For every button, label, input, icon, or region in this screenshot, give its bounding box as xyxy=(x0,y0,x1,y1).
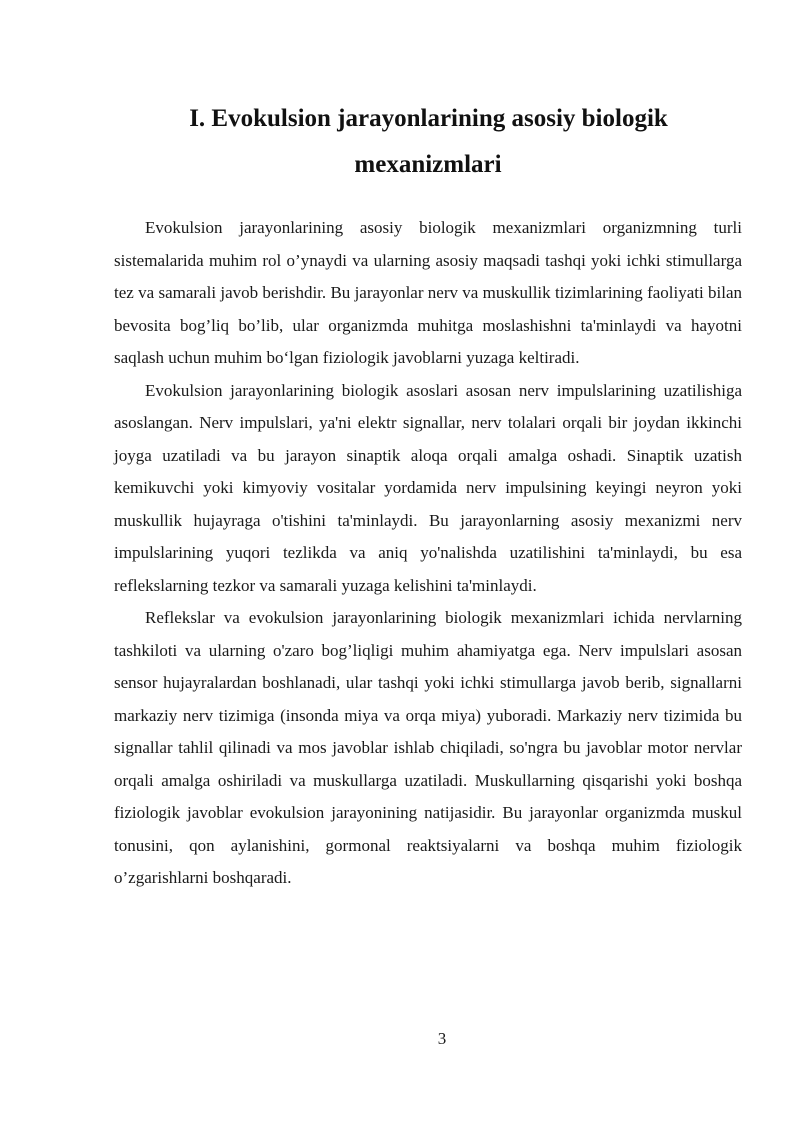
paragraph-2: Evokulsion jarayonlarining biologik asoslari asosan nerv impulslarining uzatilishiga asoslangan. Nerv impulslari, ya'ni elektr signallar, nerv tolalari orqali bir joydan ikkinchi joyga uzatiladi va bu jarayon sinaptik aloqa orqali amalga oshadi. Sinaptik uzatish kemikuvchi yoki kimyoviy vositalar yordamida nerv impulsining keyingi neyron yoki muskullik hujayraga o'tishini ta'minlaydi. Bu jarayonlarning asosiy mexanizmi nerv impulslarining yuqori tezlikda va aniq yo'nalishda uzatilishini ta'minlaydi, bu esa reflekslarning tezkor va samarali yuzaga kelishini ta'minlaydi. xyxy=(114,380,742,595)
section-title xyxy=(114,96,742,188)
paragraph-3: Reflekslar va evokulsion jarayonlarining biologik mexanizmlari ichida nervlarning tashkiloti va ularning o'zaro bog’liqligi muhim ahamiyatga ega. Nerv impulslari asosan sensor hujayralardan boshlanadi, ular tashqi yoki ichki stimullarga javob berib, signallarni markaziy nerv tizimiga (insonda miya va orqa miya) yuboradi. Markaziy nerv tizimida bu signallar tahlil qilinadi va mos javoblar ishlab chiqiladi, so'ngra bu javoblar motor nervlar orqali amalga oshiriladi va muskullarga uzatiladi. Muskullarning qisqarishi yoki boshqa fiziologik javoblar evokulsion jarayonining natijasidir. Bu jarayonlar organizmda muskul tonusini, qon aylanishini, gormonal reaktsiyalarni va boshqa muhim fiziologik o’zgarishlarni boshqaradi. xyxy=(114,608,742,887)
section-title-line-1: I. Evokulsion jarayonlarining asosiy biologik xyxy=(189,105,668,132)
paragraph-1: Evokulsion jarayonlarining asosiy biologik mexanizmlari organizmning turli sistemalarida muhim rol o’ynaydi va ularning asosiy maqsadi tashqi yoki ichki stimullarga tez va samarali javob berishdir. Bu jarayonlar nerv va muskullik tizimlarining faoliyati bilan bevosita bog’liq bo’lib, ular organizmda muhitga moslashishni ta'minlaydi va hayotni saqlash uchun muhim bo‘lgan fiziologik javoblarni yuzaga keltiradi. xyxy=(114,218,742,367)
section-title-line-2: mexanizmlari xyxy=(354,151,502,178)
page-number: 3 xyxy=(437,1029,447,1048)
body-text xyxy=(114,212,742,895)
